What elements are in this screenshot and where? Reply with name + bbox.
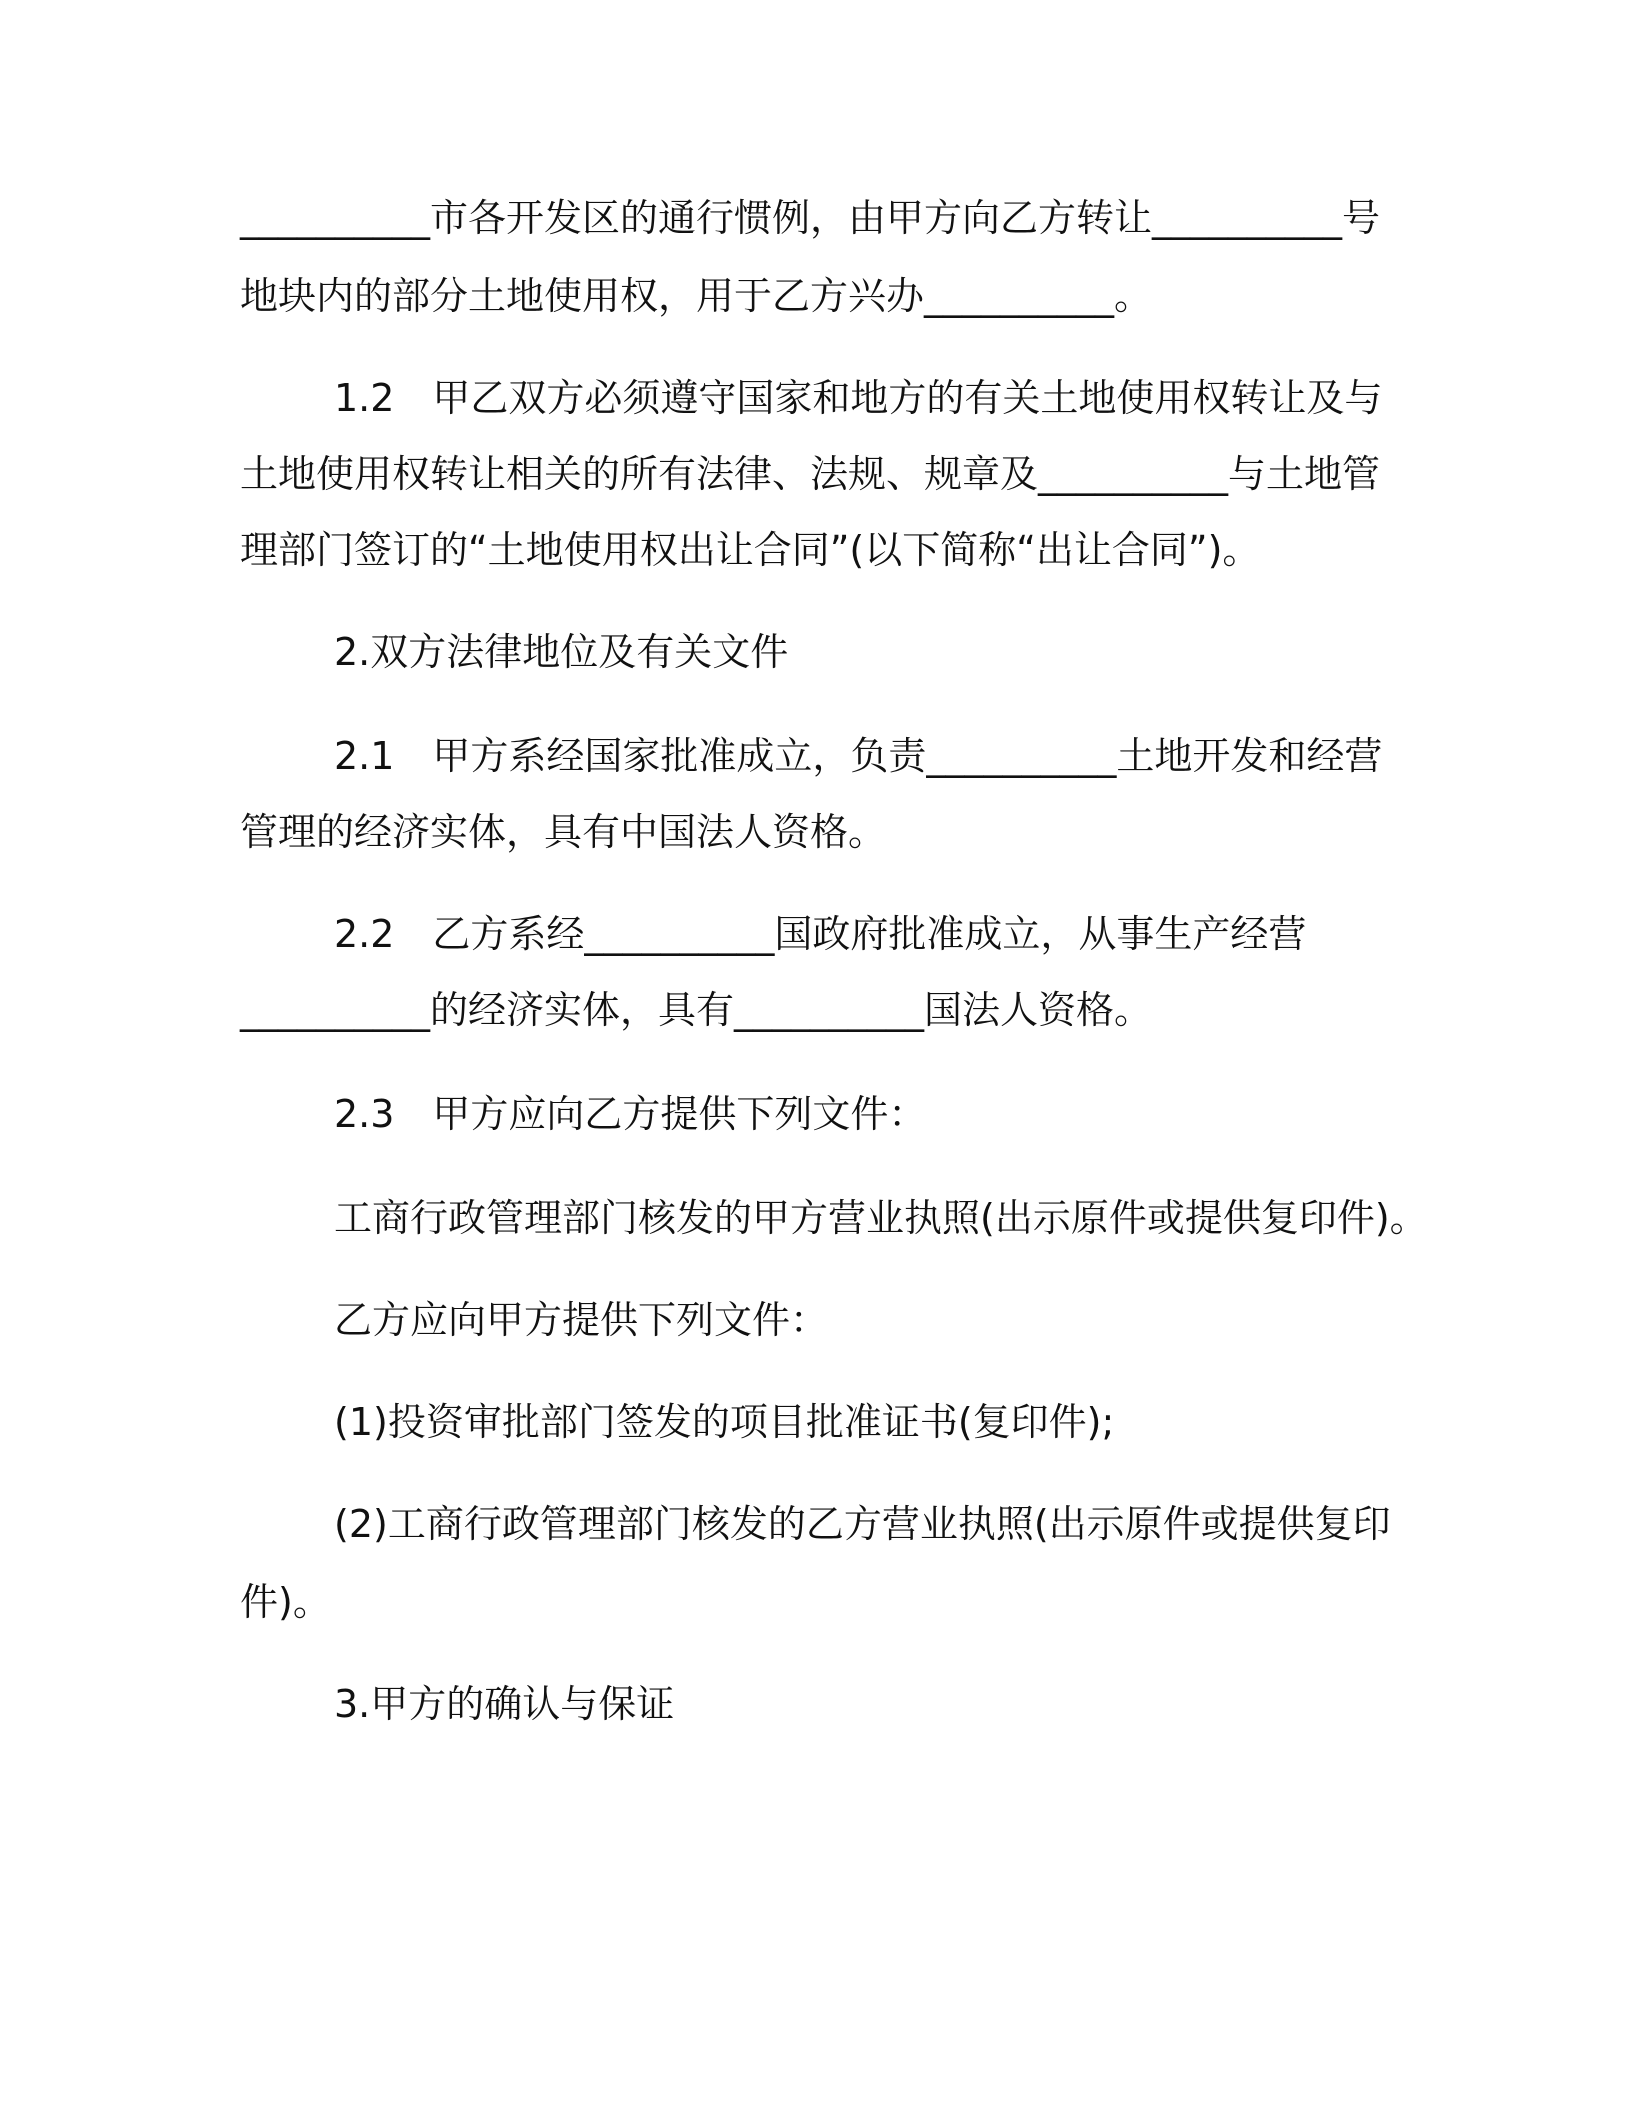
clause-2-1-line-1: 2.1 甲方系经国家批准成立，负责__________土地开发和经营 [334, 734, 1383, 778]
section-2-heading: 2.双方法律地位及有关文件 [334, 630, 789, 674]
clause-1-2-line-3: 理部门签订的“土地使用权出让合同”(以下简称“出让合同”)。 [240, 528, 1261, 572]
clause-2-1-line-2: 管理的经济实体，具有中国法人资格。 [240, 810, 887, 854]
party-b-document-2-line-1: (2)工商行政管理部门核发的乙方营业执照(出示原件或提供复印 [334, 1502, 1391, 1546]
clause-2-2-line-2: __________的经济实体，具有__________国法人资格。 [240, 988, 1153, 1032]
text-line-2: 地块内的部分土地使用权，用于乙方兴办__________。 [240, 274, 1153, 318]
clause-1-2-line-2: 土地使用权转让相关的所有法律、法规、规章及__________与土地管 [240, 452, 1381, 496]
clause-1-2-line-1: 1.2 甲乙双方必须遵守国家和地方的有关土地使用权转让及与 [334, 376, 1383, 420]
party-a-documents: 工商行政管理部门核发的甲方营业执照(出示原件或提供复印件)。 [334, 1196, 1428, 1240]
section-3-heading: 3.甲方的确认与保证 [334, 1682, 675, 1726]
clause-2-3-line: 2.3 甲方应向乙方提供下列文件： [334, 1092, 927, 1136]
party-b-documents-heading: 乙方应向甲方提供下列文件： [334, 1298, 829, 1342]
party-b-document-1: (1)投资审批部门签发的项目批准证书(复印件); [334, 1400, 1115, 1444]
text-line-1: __________市各开发区的通行惯例，由甲方向乙方转让__________号 [240, 196, 1381, 240]
party-b-document-2-line-2: 件)。 [240, 1580, 331, 1624]
clause-2-2-line-1: 2.2 乙方系经__________国政府批准成立，从事生产经营 [334, 912, 1307, 956]
